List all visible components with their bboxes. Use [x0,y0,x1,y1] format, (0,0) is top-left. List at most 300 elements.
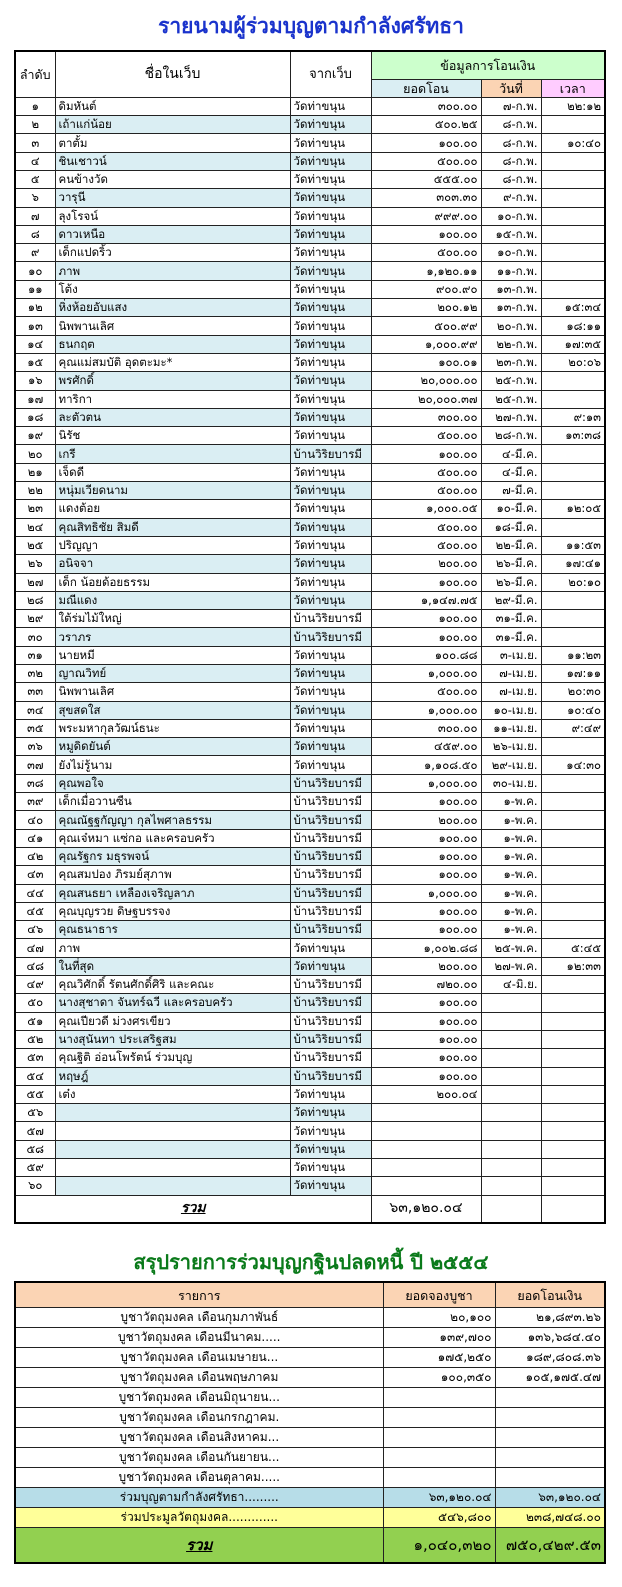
table-row [15,500,605,518]
donor-source: วัดท่าขนุน [290,372,371,390]
transfer-amount: ๑,๐๐๐.๐๕ [371,500,481,518]
donor-name: คุณวิศักดิ์ รัตนศักดิ์ศิริ และคณะ [55,976,290,994]
donor-source: บ้านวิริยบารมี [290,1030,371,1048]
donor-name: อนิจจา [55,555,290,573]
transfer-time: ๒๐:๓๐ [541,683,605,701]
table-row [15,573,605,591]
transfer-amount: ๕๐๐.๐๐ [371,152,481,170]
transfer-amount: ๑๐๐.๐๐ [371,847,481,865]
table-row [15,317,605,335]
donor-source: บ้านวิริยบารมี [290,811,371,829]
transfer-time [541,1177,605,1195]
transfer-date: ๑-พ.ค. [481,811,541,829]
transfer-amount: ๑,๐๐๐.๙๙ [371,335,481,353]
transfer-amount: ๑๐๐.๐๐ [371,134,481,152]
donor-name: คุณสมปอง ภิรมย์สุภาพ [55,866,290,884]
donor-name: คุณบุญรวย ดิษฐบรรจง [55,902,290,920]
transfer-amount: ๑๐๐.๐๐ [371,1049,481,1067]
donor-name: ในที่สุด [55,957,290,975]
donor-name: หมูดิดยันต์ [55,738,290,756]
transfer-date: ๒๕-ก.พ. [481,390,541,408]
transfer-amount: ๑๐๐.๐๐ [371,225,481,243]
donor-name [55,1177,290,1195]
summary-item: บูชาวัตถุมงคล เดือนกุมภาพันธ์ [15,1308,383,1328]
table-row [15,518,605,536]
transfer-amount: ๑๐๐.๐๐ [371,1012,481,1030]
transfer-amount [371,1159,481,1177]
transfer-date: ๑-พ.ค. [481,884,541,902]
transfer-time [541,390,605,408]
transfer-amount [371,1177,481,1195]
donor-name: เถ้าแก่น้อย [55,116,290,134]
donor-source: บ้านวิริยบารมี [290,866,371,884]
transfer-date: ๑๐-ก.พ. [481,207,541,225]
transfer-amount: ๒๐,๐๐๐.๓๗ [371,390,481,408]
summary-pledged [383,1428,495,1448]
transfer-time [541,445,605,463]
transfer-date: ๑๓-ก.พ. [481,299,541,317]
donor-source: วัดท่าขนุน [290,427,371,445]
donor-name: นิพพานเลิศ [55,683,290,701]
transfer-time [541,591,605,609]
transfer-time [541,244,605,262]
row-number: ๓๓ [15,683,55,701]
transfer-time: ๑๔:๓๐ [541,756,605,774]
donor-source: วัดท่าขนุน [290,335,371,353]
transfer-time [541,774,605,792]
transfer-time [541,884,605,902]
summary-row [15,1488,605,1508]
transfer-amount: ๑,๑๐๘.๕๐ [371,756,481,774]
donor-name: คุณเปียวดี ม่วงศรเขียว [55,1012,290,1030]
table-row [15,1030,605,1048]
transfer-date: ๗-เม.ย. [481,683,541,701]
transfer-time [541,1085,605,1103]
table-row [15,555,605,573]
donor-source: วัดท่าขนุน [290,170,371,188]
summary-title: สรุปรายการร่วมบุญกฐินปลดหนี้ ปี ๒๕๕๔ [133,1250,489,1274]
transfer-date [481,1122,541,1140]
header-amount: ยอดโอน [371,79,481,97]
summary-item: บูชาวัตถุมงคล เดือนพฤษภาคม [15,1368,383,1388]
table-row [15,921,605,939]
transfer-amount: ๑๐๐.๐๐ [371,829,481,847]
donor-name: คุณฐิติ อ่อนโพรัตน์ ร่วมบุญ [55,1049,290,1067]
table-row [15,244,605,262]
donor-name: คุณแม่สมบัติ อุดตะมะ* [55,353,290,371]
donor-name: เด็ก น้อยด้อยธรรม [55,573,290,591]
transfer-date: ๑๘-มี.ค. [481,518,541,536]
summary-row [15,1308,605,1328]
row-number: ๓๐ [15,628,55,646]
table-row [15,170,605,188]
transfer-amount: ๓๐๓.๓๐ [371,189,481,207]
table-row [15,97,605,115]
transfer-time [541,738,605,756]
row-number: ๖ [15,189,55,207]
donor-name: ชินเชาวน์ [55,152,290,170]
table-row [15,756,605,774]
donor-name: ดิมหันต์ [55,97,290,115]
donor-source: บ้านวิริยบารมี [290,1067,371,1085]
row-number: ๓๗ [15,756,55,774]
transfer-amount [371,1104,481,1122]
row-number: ๔๘ [15,957,55,975]
transfer-time [541,518,605,536]
row-number: ๒๒ [15,482,55,500]
summary-pledged [383,1468,495,1488]
transfer-time [541,976,605,994]
row-number: ๕๓ [15,1049,55,1067]
donor-source: วัดท่าขนุน [290,189,371,207]
table-row [15,445,605,463]
summary-transferred: ๑๓๖,๖๘๔.๔๐ [495,1328,605,1348]
table-row [15,225,605,243]
donor-table [14,50,606,1224]
table-row [15,1012,605,1030]
transfer-time [541,1122,605,1140]
table-row [15,957,605,975]
donor-name: ลุงโรจน์ [55,207,290,225]
row-number: ๒ [15,116,55,134]
transfer-time [541,1049,605,1067]
table-row [15,134,605,152]
donor-source: วัดท่าขนุน [290,500,371,518]
donor-name: พรศักดิ์ [55,372,290,390]
transfer-time: ๑๐:๔๐ [541,701,605,719]
transfer-amount [371,1122,481,1140]
row-number: ๑๐ [15,262,55,280]
summary-item: บูชาวัตถุมงคล เดือนมีนาคม..... [15,1328,383,1348]
donor-name: ปริญญา [55,536,290,554]
table-row [15,774,605,792]
summary-row [15,1508,605,1528]
table-row [15,1122,605,1140]
donor-source: วัดท่าขนุน [290,756,371,774]
transfer-amount: ๒๐๐.๑๒ [371,299,481,317]
donor-source: วัดท่าขนุน [290,390,371,408]
transfer-amount [371,1140,481,1158]
donor-name: เจ็ดดี [55,463,290,481]
transfer-amount: ๕๐๐.๐๐ [371,482,481,500]
donor-source: วัดท่าขนุน [290,719,371,737]
donor-name: ละตัวตน [55,408,290,426]
table-row [15,994,605,1012]
donor-source: วัดท่าขนุน [290,1177,371,1195]
donor-source: วัดท่าขนุน [290,536,371,554]
page-title: รายนามผู้ร่วมบุญตามกำลังศรัทธา [158,14,464,38]
donor-name: ญาณวิทย์ [55,665,290,683]
donor-name: นางสุชาดา จันทร์ฉวี และครอบครัว [55,994,290,1012]
table-row [15,976,605,994]
transfer-date [481,1085,541,1103]
row-number: ๘ [15,225,55,243]
donor-source: บ้านวิริยบารมี [290,829,371,847]
transfer-date: ๒๗-ก.พ. [481,408,541,426]
transfer-date: ๗-เม.ย. [481,665,541,683]
row-number: ๑๕ [15,353,55,371]
summary-table [14,1281,606,1564]
summary-transferred: ๒๓๘,๗๔๘.๐๐ [495,1508,605,1528]
donor-name [55,1159,290,1177]
table-row [15,683,605,701]
donor-source: วัดท่าขนุน [290,116,371,134]
donor-name: หิ่งห้อยอับแสง [55,299,290,317]
table-row [15,1140,605,1158]
donor-source: วัดท่าขนุน [290,463,371,481]
row-number: ๕๗ [15,1122,55,1140]
donor-name: คุณรัฐกร มธุรพจน์ [55,847,290,865]
table-row [15,701,605,719]
summary-pledged: ๕๔๖,๘๐๐ [383,1508,495,1528]
transfer-date: ๑-พ.ค. [481,866,541,884]
transfer-date: ๑-พ.ค. [481,847,541,865]
donor-source: วัดท่าขนุน [290,299,371,317]
transfer-date: ๒๒-มี.ค. [481,536,541,554]
transfer-amount: ๓๐๐.๐๐ [371,719,481,737]
donor-name: นางสุนันทา ประเสริฐสม [55,1030,290,1048]
row-number: ๓๒ [15,665,55,683]
transfer-time: ๑๐:๔๐ [541,134,605,152]
donor-source: วัดท่าขนุน [290,1085,371,1103]
donor-source: วัดท่าขนุน [290,244,371,262]
table-row [15,372,605,390]
row-number: ๕๒ [15,1030,55,1048]
donor-source: บ้านวิริยบารมี [290,847,371,865]
transfer-time: ๕:๔๕ [541,939,605,957]
donor-source: วัดท่าขนุน [290,1122,371,1140]
transfer-date [481,1159,541,1177]
table-row [15,628,605,646]
summary-item: บูชาวัตถุมงคล เดือนกรกฎาคม. [15,1408,383,1428]
transfer-date [481,994,541,1012]
transfer-amount: ๑,๑๔๗.๗๕ [371,591,481,609]
transfer-date: ๒๗-พ.ค. [481,957,541,975]
donor-source: วัดท่าขนุน [290,939,371,957]
row-number: ๑๙ [15,427,55,445]
transfer-date: ๘-ก.พ. [481,134,541,152]
transfer-date: ๓๐-เม.ย. [481,774,541,792]
donor-source: บ้านวิริยบารมี [290,902,371,920]
transfer-date: ๑๐-ก.พ. [481,244,541,262]
transfer-amount: ๙๙๙.๐๐ [371,207,481,225]
transfer-date: ๑๓-ก.พ. [481,280,541,298]
donor-source: บ้านวิริยบารมี [290,610,371,628]
header-date: วันที่ [481,79,541,97]
transfer-amount: ๕๐๐.๐๐ [371,683,481,701]
donor-name: โต้ง [55,280,290,298]
transfer-amount: ๑๐๐.๐๐ [371,628,481,646]
row-number: ๕๕ [15,1085,55,1103]
donor-source: วัดท่าขนุน [290,555,371,573]
donor-name: ทาริกา [55,390,290,408]
row-number: ๕๐ [15,994,55,1012]
summary-row [15,1528,605,1564]
transfer-time: ๒๐:๐๖ [541,353,605,371]
donor-source: วัดท่าขนุน [290,262,371,280]
summary-transferred [495,1448,605,1468]
summary-row [15,1468,605,1488]
donor-source: วัดท่าขนุน [290,646,371,664]
transfer-amount: ๕๐๐.๐๐ [371,427,481,445]
row-number: ๓๑ [15,646,55,664]
transfer-amount: ๒๐,๐๐๐.๐๐ [371,372,481,390]
row-number: ๒๙ [15,610,55,628]
donor-source: บ้านวิริยบารมี [290,445,371,463]
row-number: ๑๖ [15,372,55,390]
donor-name: หนุ่มเวียดนาม [55,482,290,500]
row-number: ๕๘ [15,1140,55,1158]
table-row [15,299,605,317]
table-row [15,939,605,957]
summary-pledged: ๖๓,๑๒๐.๐๔ [383,1488,495,1508]
table-row [15,591,605,609]
transfer-date: ๓-เม.ย. [481,646,541,664]
summary-transferred [495,1468,605,1488]
transfer-time [541,1030,605,1048]
row-number: ๑๑ [15,280,55,298]
row-number: ๔๒ [15,847,55,865]
table-row [15,536,605,554]
row-number: ๔๖ [15,921,55,939]
transfer-date [481,1012,541,1030]
table-row [15,463,605,481]
donor-source: วัดท่าขนุน [290,97,371,115]
row-number: ๓๖ [15,738,55,756]
transfer-date: ๑-พ.ค. [481,829,541,847]
transfer-amount: ๓๐๐.๐๐ [371,408,481,426]
total-amount: ๖๓,๑๒๐.๐๔ [371,1195,481,1223]
donor-name [55,1122,290,1140]
transfer-date: ๑๕-ก.พ. [481,225,541,243]
table-row [15,829,605,847]
donor-source: บ้านวิริยบารมี [290,628,371,646]
table-row [15,719,605,737]
transfer-amount: ๙๐๐.๙๐ [371,280,481,298]
transfer-amount: ๑๐๐.๐๐ [371,1030,481,1048]
donor-name: ธนกฤต [55,335,290,353]
donor-source: วัดท่าขนุน [290,207,371,225]
transfer-time [541,262,605,280]
transfer-time: ๑๒:๐๕ [541,500,605,518]
transfer-amount: ๑๐๐.๐๐ [371,573,481,591]
transfer-date: ๒๖-มี.ค. [481,573,541,591]
summary-transferred [495,1388,605,1408]
transfer-amount: ๑,๐๐๐.๐๐ [371,665,481,683]
transfer-date [481,1177,541,1195]
donor-source: วัดท่าขนุน [290,280,371,298]
total-empty-date [481,1195,541,1223]
transfer-date: ๒๖-เม.ย. [481,738,541,756]
donor-name: คุณพอใจ [55,774,290,792]
row-number: ๓๙ [15,793,55,811]
transfer-time [541,921,605,939]
donor-source: วัดท่าขนุน [290,482,371,500]
header-name: ชื่อในเว็บ [55,51,290,97]
row-number: ๑๔ [15,335,55,353]
summary-item: บูชาวัตถุมงคล เดือนมิถุนายน... [15,1388,383,1408]
donor-source: วัดท่าขนุน [290,1140,371,1158]
transfer-date [481,1030,541,1048]
transfer-date [481,1049,541,1067]
transfer-date: ๔-มิ.ย. [481,976,541,994]
table-row [15,1085,605,1103]
transfer-time [541,793,605,811]
transfer-amount: ๕๐๐.๒๕ [371,116,481,134]
transfer-amount: ๑๐๐.๐๐ [371,793,481,811]
row-number: ๕๙ [15,1159,55,1177]
transfer-time [541,170,605,188]
summary-item: ร่วมประมูลวัตถุมงคล............. [15,1508,383,1528]
row-number: ๔๓ [15,866,55,884]
row-number: ๑๘ [15,408,55,426]
donor-name: คุณธนาธาร [55,921,290,939]
table-row [15,1067,605,1085]
transfer-amount: ๕๐๐.๐๐ [371,518,481,536]
row-number: ๔๙ [15,976,55,994]
summary-item: บูชาวัตถุมงคล เดือนตุลาคม..... [15,1468,383,1488]
transfer-date: ๗-ก.พ. [481,97,541,115]
transfer-date: ๓๑-มี.ค. [481,610,541,628]
total-label: รวม [15,1195,371,1223]
transfer-amount: ๕๐๐.๐๐ [371,463,481,481]
table-row [15,116,605,134]
donor-source: บ้านวิริยบารมี [290,1012,371,1030]
transfer-amount: ๓๐๐.๐๐ [371,97,481,115]
transfer-date: ๑-พ.ค. [481,902,541,920]
donor-source: วัดท่าขนุน [290,152,371,170]
transfer-time: ๑๑:๒๓ [541,646,605,664]
donor-name: คุณณัฐฐกัญญา กุลไพศาลธรรม [55,811,290,829]
transfer-amount: ๑๐๐.๐๐ [371,921,481,939]
summary-header-pledged: ยอดจองบูชา [383,1282,495,1308]
donor-source: วัดท่าขนุน [290,738,371,756]
transfer-time: ๑๑:๕๓ [541,536,605,554]
row-number: ๕๖ [15,1104,55,1122]
transfer-time [541,811,605,829]
summary-item: บูชาวัตถุมงคล เดือนสิงหาคม... [15,1428,383,1448]
transfer-time [541,207,605,225]
summary-row [15,1448,605,1468]
summary-transferred [495,1428,605,1448]
transfer-date: ๒๙-มี.ค. [481,591,541,609]
table-row [15,811,605,829]
summary-transferred: ๗๕๐,๔๒๙.๕๓ [495,1528,605,1564]
table-row [15,738,605,756]
transfer-time [541,847,605,865]
transfer-date: ๒๕-พ.ค. [481,939,541,957]
transfer-time: ๑๒:๓๓ [541,957,605,975]
transfer-time [541,1159,605,1177]
transfer-date: ๘-ก.พ. [481,170,541,188]
transfer-time: ๙:๔๙ [541,719,605,737]
summary-header-item: รายการ [15,1282,383,1308]
table-row [15,390,605,408]
transfer-time [541,866,605,884]
donor-source: วัดท่าขนุน [290,225,371,243]
transfer-amount: ๕๐๐.๐๐ [371,244,481,262]
row-number: ๒๗ [15,573,55,591]
transfer-date: ๒๘-ก.พ. [481,427,541,445]
donor-name: ตาตั้ม [55,134,290,152]
table-row [15,427,605,445]
row-number: ๓๘ [15,774,55,792]
transfer-time [541,829,605,847]
donor-name: วารุนี [55,189,290,207]
donor-name: เด็กแปดริ้ว [55,244,290,262]
transfer-date: ๗-มี.ค. [481,482,541,500]
donor-source: วัดท่าขนุน [290,353,371,371]
